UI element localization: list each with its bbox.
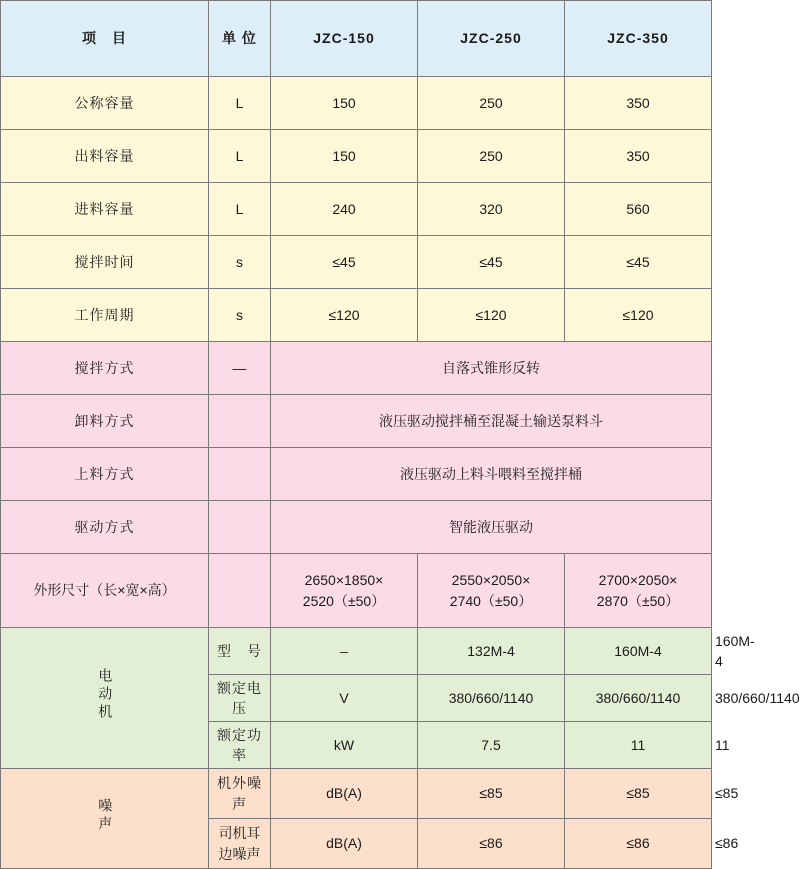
row-unit: s <box>209 236 271 289</box>
dimension-line-2: 2740（±50） <box>449 592 533 609</box>
row-unit <box>209 448 271 501</box>
header-item: 项 目 <box>1 1 209 77</box>
header-model-jzc350: JZC-350 <box>565 1 712 77</box>
row-value: 132M-4 <box>418 628 565 675</box>
row-unit: L <box>209 183 271 236</box>
table-row <box>1 289 712 342</box>
row-value: 350 <box>565 130 712 183</box>
row-value <box>418 554 565 628</box>
dimension-line-1: 2650×1850× <box>304 572 384 589</box>
table-row <box>1 342 712 395</box>
row-unit <box>209 395 271 448</box>
row-label: 进料容量 <box>1 183 209 236</box>
group-label-motor: 电动机 <box>1 628 209 769</box>
table-row <box>1 236 712 289</box>
row-label: 公称容量 <box>1 77 209 130</box>
row-value: ≤45 <box>271 236 418 289</box>
table-row <box>1 183 712 236</box>
table-row <box>1 501 712 554</box>
row-value: ≤120 <box>565 289 712 342</box>
row-value: ≤85 <box>565 769 712 819</box>
row-value: ≤45 <box>418 236 565 289</box>
table-row <box>1 130 712 183</box>
dimension-line-1: 2550×2050× <box>451 572 531 589</box>
row-value: 250 <box>418 77 565 130</box>
row-value-merged: 智能液压驱动 <box>271 501 712 554</box>
group-label-noise: 噪声 <box>1 769 209 869</box>
row-label: 上料方式 <box>1 448 209 501</box>
row-label: 机外噪声 <box>209 769 271 819</box>
row-unit: L <box>209 130 271 183</box>
row-value <box>271 554 418 628</box>
row-unit <box>209 554 271 628</box>
row-value-merged: 液压驱动搅拌桶至混凝土输送泵料斗 <box>271 395 712 448</box>
row-value: 150 <box>271 130 418 183</box>
header-unit: 单 位 <box>209 1 271 77</box>
row-label: 额定功率 <box>209 722 271 769</box>
row-unit: dB(A) <box>271 769 418 819</box>
row-label: 搅拌时间 <box>1 236 209 289</box>
row-value <box>565 554 712 628</box>
table-row: 司机耳边噪声 dB(A) ≤86 ≤86 ≤86 <box>1 819 712 869</box>
dimension-line-2: 2870（±50） <box>596 592 680 609</box>
row-value: 250 <box>418 130 565 183</box>
row-value: 350 <box>565 77 712 130</box>
row-value-merged: 液压驱动上料斗喂料至搅拌桶 <box>271 448 712 501</box>
row-value: 380/660/1140 <box>565 675 712 722</box>
header-model-jzc150: JZC-150 <box>271 1 418 77</box>
row-label: 型 号 <box>209 628 271 675</box>
row-value: 7.5 <box>418 722 565 769</box>
row-unit: – <box>271 628 418 675</box>
row-label: 工作周期 <box>1 289 209 342</box>
table-row <box>1 554 712 628</box>
row-value: 380/660/1140 <box>418 675 565 722</box>
row-label: 驱动方式 <box>1 501 209 554</box>
table-row: 电动机 型 号 – 132M-4 160M-4 160M-4 <box>1 628 712 675</box>
row-unit: kW <box>271 722 418 769</box>
table-row <box>1 448 712 501</box>
dimension-line-1: 2700×2050× <box>598 572 678 589</box>
row-value: 150 <box>271 77 418 130</box>
row-label: 搅拌方式 <box>1 342 209 395</box>
row-value: 560 <box>565 183 712 236</box>
row-unit: L <box>209 77 271 130</box>
row-label: 额定电压 <box>209 675 271 722</box>
row-label: 司机耳边噪声 <box>209 819 271 869</box>
header-model-jzc250: JZC-250 <box>418 1 565 77</box>
row-unit <box>209 501 271 554</box>
table-row: 噪声 机外噪声 dB(A) ≤85 ≤85 ≤85 <box>1 769 712 819</box>
row-value: ≤120 <box>418 289 565 342</box>
row-unit: dB(A) <box>271 819 418 869</box>
row-value: ≤86 <box>565 819 712 869</box>
dimension-line-2: 2520（±50） <box>302 592 386 609</box>
row-unit: s <box>209 289 271 342</box>
table-row <box>1 77 712 130</box>
table-row: 额定功率 kW 7.5 11 11 <box>1 722 712 769</box>
row-value: ≤86 <box>418 819 565 869</box>
row-unit: — <box>209 342 271 395</box>
row-value: 11 <box>565 722 712 769</box>
row-value: ≤120 <box>271 289 418 342</box>
row-value: ≤45 <box>565 236 712 289</box>
row-value: 320 <box>418 183 565 236</box>
row-label: 外形尺寸（长×宽×高） <box>1 554 209 628</box>
row-label: 卸料方式 <box>1 395 209 448</box>
row-value: ≤85 <box>418 769 565 819</box>
table-row <box>1 395 712 448</box>
row-value-merged: 自落式锥形反转 <box>271 342 712 395</box>
table-header-row <box>1 1 712 77</box>
row-label: 出料容量 <box>1 130 209 183</box>
row-value: 160M-4 <box>565 628 712 675</box>
row-unit: V <box>271 675 418 722</box>
row-value: 240 <box>271 183 418 236</box>
table-row: 额定电压 V 380/660/1140 380/660/1140 380/660/1140 <box>1 675 712 722</box>
